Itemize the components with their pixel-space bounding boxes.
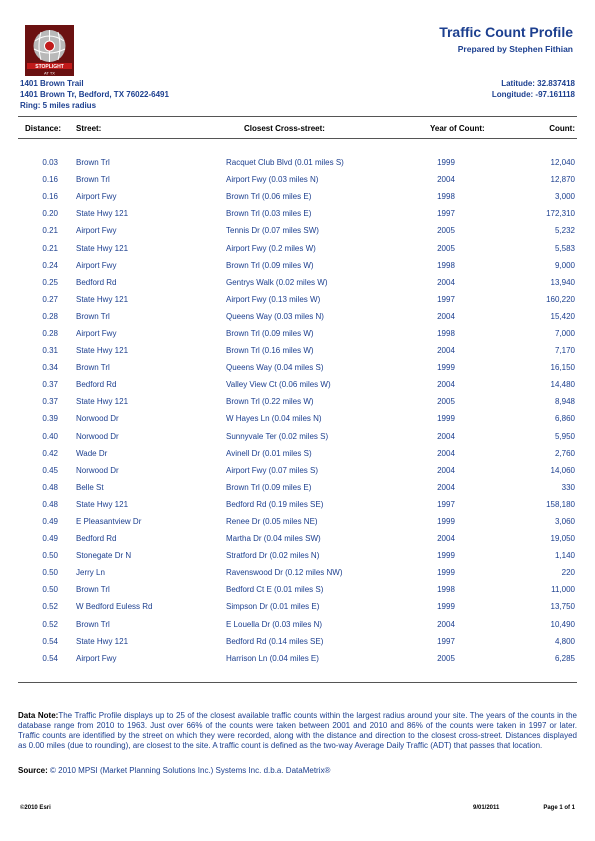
row-distance: 0.37 (42, 397, 58, 407)
row-year: 1998 (437, 328, 455, 338)
row-year: 1997 (437, 294, 455, 304)
row-cross-street: Simpson Dr (0.01 miles E) (226, 602, 320, 612)
row-year: 2005 (437, 226, 455, 236)
row-count: 14,060 (550, 465, 575, 475)
latitude: Latitude: 32.837418 (501, 79, 575, 88)
row-count: 172,310 (546, 209, 575, 219)
row-cross-street: Brown Trl (0.22 miles W) (226, 397, 314, 407)
row-distance: 0.50 (42, 551, 58, 561)
row-count: 10,490 (550, 619, 575, 629)
row-year: 2004 (437, 465, 455, 475)
row-street: Airport Fwy (76, 328, 117, 338)
row-cross-street: Bedford Rd (0.14 miles SE) (226, 636, 324, 646)
table-row (18, 650, 577, 667)
row-distance: 0.21 (42, 243, 58, 253)
row-cross-street: Valley View Ct (0.06 miles W) (226, 380, 331, 390)
row-distance: 0.39 (42, 414, 58, 424)
row-street: Brown Trl (76, 585, 110, 595)
row-count: 220 (561, 568, 575, 578)
row-street: Airport Fwy (76, 226, 117, 236)
row-distance: 0.16 (42, 192, 58, 202)
row-cross-street: Bedford Ct E (0.01 miles S) (226, 585, 324, 595)
row-year: 1999 (437, 602, 455, 612)
table-row (18, 479, 577, 496)
row-cross-street: W Hayes Ln (0.04 miles N) (226, 414, 322, 424)
report-title: Traffic Count Profile (439, 24, 573, 40)
row-year: 1997 (437, 499, 455, 509)
row-cross-street: Brown Trl (0.09 miles W) (226, 260, 314, 270)
row-year: 2004 (437, 346, 455, 356)
table-row (18, 547, 577, 564)
row-count: 11,000 (551, 585, 575, 595)
row-cross-street: Racquet Club Blvd (0.01 miles S) (226, 158, 344, 168)
table-row (18, 171, 577, 188)
row-year: 2004 (437, 534, 455, 544)
footer-page: Page 1 of 1 (543, 805, 575, 811)
row-year: 2005 (437, 653, 455, 663)
row-year: 2005 (437, 397, 455, 407)
ring-radius: Ring: 5 miles radius (20, 101, 97, 110)
row-cross-street: Ravenswood Dr (0.12 miles NW) (226, 568, 343, 578)
row-street: Belle St (76, 482, 104, 492)
row-distance: 0.48 (42, 482, 58, 492)
row-count: 19,050 (550, 534, 575, 544)
row-year: 1998 (437, 192, 455, 202)
row-street: State Hwy 121 (76, 346, 129, 356)
row-street: Airport Fwy (76, 260, 117, 270)
traffic-count-rows (18, 154, 577, 667)
table-row (18, 513, 577, 530)
row-distance: 0.31 (42, 346, 58, 356)
row-street: Norwood Dr (76, 414, 119, 424)
data-note-text: The Traffic Profile displays up to 25 of the closest available traffic counts within the largest radius around your site. The years of the counts in the database range from 2010 to 1963. Just over 66% of the counts were taken between 2001 and 2010 and 86% of the counts were taken in 1997 or later. Traffic counts are identified by the street on which they were recorded, along with the distance and direction to the closest cross-street. Distances displayed as 0.00 miles (due to rounding), are closest to the site. A traffic count is defined as the two-way Average Daily Traffic (ADT) that passes that location. (18, 711, 577, 750)
source-label: Source: (18, 766, 48, 775)
row-street: Brown Trl (76, 311, 110, 321)
row-cross-street: Airport Fwy (0.13 miles W) (226, 294, 321, 304)
row-count: 330 (561, 482, 575, 492)
table-row (18, 308, 577, 325)
row-cross-street: Queens Way (0.03 miles N) (226, 311, 324, 321)
row-street: State Hwy 121 (76, 209, 129, 219)
table-row (18, 462, 577, 479)
traffic-count-table (18, 154, 577, 667)
row-cross-street: Avinell Dr (0.01 miles S) (226, 448, 312, 458)
row-cross-street: Airport Fwy (0.2 miles W) (226, 243, 316, 253)
col-header-cross-street: Closest Cross-street: (244, 124, 325, 133)
row-street: State Hwy 121 (76, 499, 129, 509)
row-street: Brown Trl (76, 363, 110, 373)
row-year: 1997 (437, 209, 455, 219)
table-row (18, 359, 577, 376)
row-distance: 0.03 (42, 158, 58, 168)
table-row (18, 564, 577, 581)
row-distance: 0.34 (42, 363, 58, 373)
row-count: 160,220 (546, 294, 575, 304)
table-row (18, 410, 577, 427)
row-street: Brown Trl (76, 619, 110, 629)
row-distance: 0.25 (42, 277, 58, 287)
row-street: Airport Fwy (76, 192, 117, 202)
data-note (18, 711, 577, 751)
row-street: State Hwy 121 (76, 636, 129, 646)
table-row (18, 222, 577, 239)
row-year: 1999 (437, 517, 455, 527)
footer-copyright: ©2010 Esri (20, 805, 51, 811)
site-address-line2: 1401 Brown Tr, Bedford, TX 76022-6491 (20, 90, 169, 99)
table-row (18, 257, 577, 274)
row-count: 13,750 (550, 602, 575, 612)
row-cross-street: Brown Trl (0.03 miles E) (226, 209, 312, 219)
row-count: 5,583 (554, 243, 575, 253)
row-distance: 0.54 (42, 653, 58, 663)
row-count: 12,870 (550, 175, 575, 185)
row-cross-street: Brown Trl (0.09 miles E) (226, 482, 312, 492)
row-count: 7,170 (554, 346, 575, 356)
row-street: Jerry Ln (76, 568, 105, 578)
table-bottom-rule (18, 682, 577, 683)
row-street: Bedford Rd (76, 277, 117, 287)
header-top-rule (18, 116, 577, 117)
data-note-label: Data Note: (18, 711, 59, 720)
footer-date: 9/01/2011 (473, 805, 500, 811)
row-cross-street: Brown Trl (0.09 miles W) (226, 328, 314, 338)
row-street: Norwood Dr (76, 465, 119, 475)
row-year: 1997 (437, 636, 455, 646)
table-row (18, 188, 577, 205)
table-row (18, 325, 577, 342)
table-row (18, 291, 577, 308)
table-row (18, 598, 577, 615)
row-count: 4,800 (554, 636, 575, 646)
row-count: 3,060 (554, 517, 575, 527)
row-street: E Pleasantview Dr (76, 517, 142, 527)
row-count: 12,040 (550, 158, 575, 168)
table-row (18, 633, 577, 650)
row-year: 1999 (437, 551, 455, 561)
row-year: 2004 (437, 431, 455, 441)
row-year: 1998 (437, 260, 455, 270)
row-street: Norwood Dr (76, 431, 119, 441)
col-header-distance: Distance: (25, 124, 62, 133)
row-distance: 0.52 (42, 602, 58, 612)
row-year: 1999 (437, 363, 455, 373)
table-row (18, 581, 577, 598)
row-distance: 0.20 (42, 209, 58, 219)
table-row (18, 428, 577, 445)
row-distance: 0.49 (42, 517, 58, 527)
row-count: 7,000 (554, 328, 575, 338)
row-cross-street: Queens Way (0.04 miles S) (226, 363, 324, 373)
row-distance: 0.48 (42, 499, 58, 509)
row-count: 3,000 (554, 192, 575, 202)
row-year: 1999 (437, 414, 455, 424)
row-year: 2004 (437, 175, 455, 185)
row-distance: 0.28 (42, 328, 58, 338)
row-street: Stonegate Dr N (76, 551, 132, 561)
row-cross-street: Brown Trl (0.06 miles E) (226, 192, 312, 202)
col-header-year: Year of Count: (430, 124, 485, 133)
row-count: 6,860 (554, 414, 575, 424)
row-year: 2004 (437, 380, 455, 390)
row-count: 1,140 (554, 551, 575, 561)
row-year: 2005 (437, 243, 455, 253)
table-row (18, 239, 577, 256)
table-row (18, 205, 577, 222)
row-street: State Hwy 121 (76, 294, 129, 304)
row-distance: 0.37 (42, 380, 58, 390)
row-distance: 0.45 (42, 465, 58, 475)
source-line (18, 766, 330, 775)
row-street: Brown Trl (76, 158, 110, 168)
row-cross-street: Stratford Dr (0.02 miles N) (226, 551, 320, 561)
row-distance: 0.24 (42, 260, 58, 270)
row-distance: 0.21 (42, 226, 58, 236)
header-bottom-rule (18, 138, 577, 139)
row-cross-street: Airport Fwy (0.07 miles S) (226, 465, 319, 475)
svg-text:AT TX: AT TX (44, 70, 55, 76)
row-count: 15,420 (550, 311, 575, 321)
table-row (18, 342, 577, 359)
row-cross-street: Martha Dr (0.04 miles SW) (226, 534, 321, 544)
row-count: 2,760 (554, 448, 575, 458)
svg-text:STOPLIGHT: STOPLIGHT (35, 64, 64, 70)
row-count: 16,150 (550, 363, 575, 373)
row-street: W Bedford Euless Rd (76, 602, 153, 612)
row-distance: 0.54 (42, 636, 58, 646)
table-row (18, 393, 577, 410)
row-count: 6,285 (554, 653, 575, 663)
table-row (18, 530, 577, 547)
source-text: © 2010 MPSI (Market Planning Solutions Inc.) Systems Inc. d.b.a. DataMetrix® (50, 766, 331, 775)
row-count: 8,948 (554, 397, 575, 407)
row-cross-street: E Louella Dr (0.03 miles N) (226, 619, 323, 629)
col-header-street: Street: (76, 124, 102, 133)
row-distance: 0.16 (42, 175, 58, 185)
row-distance: 0.40 (42, 431, 58, 441)
table-row (18, 445, 577, 462)
row-street: State Hwy 121 (76, 397, 129, 407)
table-row (18, 154, 577, 171)
row-street: Bedford Rd (76, 534, 117, 544)
row-count: 5,232 (554, 226, 575, 236)
row-distance: 0.27 (42, 294, 58, 304)
row-year: 2004 (437, 277, 455, 287)
row-year: 1999 (437, 158, 455, 168)
table-row (18, 496, 577, 513)
row-cross-street: Airport Fwy (0.03 miles N) (226, 175, 319, 185)
row-year: 2004 (437, 482, 455, 492)
row-street: Wade Dr (76, 448, 108, 458)
row-street: Brown Trl (76, 175, 110, 185)
row-cross-street: Brown Trl (0.16 miles W) (226, 346, 314, 356)
row-distance: 0.52 (42, 619, 58, 629)
row-cross-street: Bedford Rd (0.19 miles SE) (226, 499, 324, 509)
row-count: 5,950 (554, 431, 575, 441)
row-year: 1999 (437, 568, 455, 578)
row-cross-street: Tennis Dr (0.07 miles SW) (226, 226, 319, 236)
row-cross-street: Renee Dr (0.05 miles NE) (226, 517, 318, 527)
row-distance: 0.42 (42, 448, 58, 458)
row-distance: 0.50 (42, 568, 58, 578)
row-year: 2004 (437, 311, 455, 321)
row-count: 158,180 (546, 499, 575, 509)
col-header-count: Count: (549, 124, 575, 133)
longitude: Longitude: -97.161118 (491, 90, 575, 99)
table-row (18, 616, 577, 633)
row-street: State Hwy 121 (76, 243, 129, 253)
row-count: 14,480 (550, 380, 575, 390)
row-count: 13,940 (550, 277, 575, 287)
row-distance: 0.49 (42, 534, 58, 544)
row-distance: 0.28 (42, 311, 58, 321)
row-year: 1998 (437, 585, 455, 595)
row-year: 2004 (437, 448, 455, 458)
row-street: Bedford Rd (76, 380, 117, 390)
table-row (18, 376, 577, 393)
row-count: 9,000 (554, 260, 575, 270)
table-row (18, 274, 577, 291)
prepared-by: Prepared by Stephen Fithian (457, 44, 573, 54)
row-cross-street: Gentrys Walk (0.02 miles W) (226, 277, 328, 287)
company-logo (25, 25, 74, 76)
row-cross-street: Sunnyvale Ter (0.02 miles S) (226, 431, 329, 441)
row-year: 2004 (437, 619, 455, 629)
row-street: Airport Fwy (76, 653, 117, 663)
row-distance: 0.50 (42, 585, 58, 595)
row-cross-street: Harrison Ln (0.04 miles E) (226, 653, 319, 663)
site-address-line1: 1401 Brown Trail (20, 79, 84, 88)
